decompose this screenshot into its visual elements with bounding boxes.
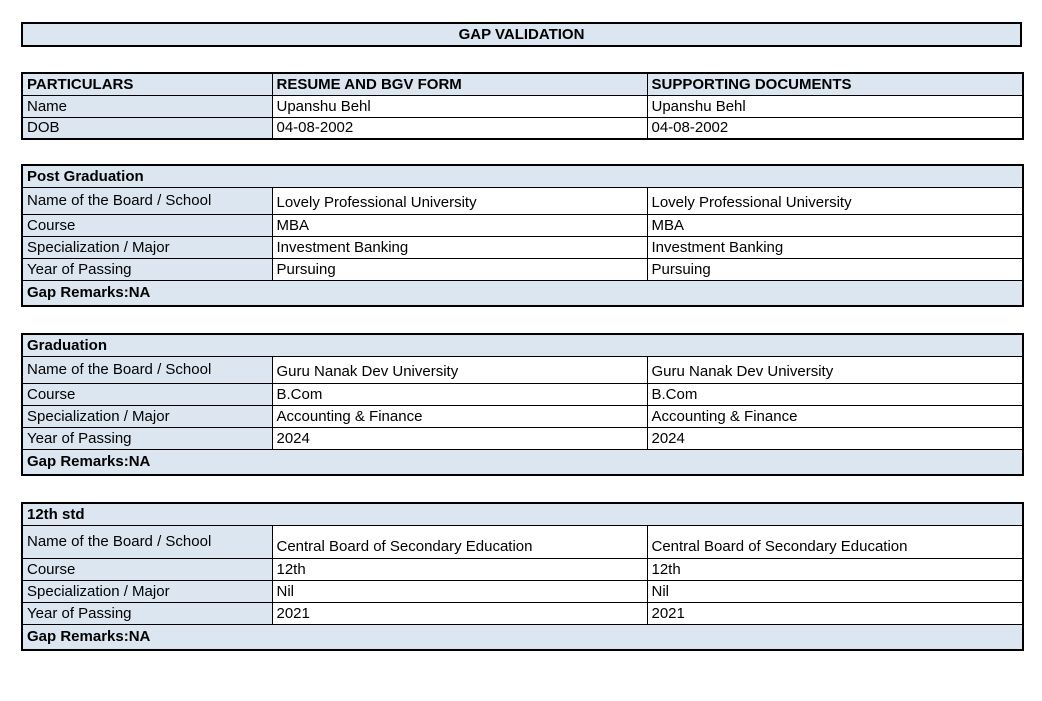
supporting-value: Lovely Professional University	[647, 187, 1023, 214]
gap-remarks-row	[22, 280, 1023, 306]
row-label: Course	[22, 214, 272, 236]
row-label: Name of the Board / School	[22, 187, 272, 214]
table-row-course	[22, 383, 1023, 405]
section-title: Graduation	[22, 334, 1023, 356]
table-row-dob	[22, 117, 1023, 139]
resume-value: Pursuing	[272, 258, 647, 280]
row-label: Name of the Board / School	[22, 356, 272, 383]
supporting-value: Pursuing	[647, 258, 1023, 280]
column-header-supporting-docs: SUPPORTING DOCUMENTS	[647, 73, 1023, 95]
supporting-value: 12th	[647, 558, 1023, 580]
page-title: GAP VALIDATION	[21, 22, 1022, 47]
row-label: Year of Passing	[22, 427, 272, 449]
table-row-specialization	[22, 405, 1023, 427]
table-row-board-school	[22, 187, 1023, 214]
section-title: Post Graduation	[22, 165, 1023, 187]
resume-value: MBA	[272, 214, 647, 236]
section-header-row	[22, 334, 1023, 356]
resume-value: Nil	[272, 580, 647, 602]
row-label: Year of Passing	[22, 602, 272, 624]
resume-value: Lovely Professional University	[272, 187, 647, 214]
supporting-value: Accounting & Finance	[647, 405, 1023, 427]
gap-remarks-row	[22, 449, 1023, 475]
table-row-specialization	[22, 580, 1023, 602]
resume-value: 2024	[272, 427, 647, 449]
section-title: 12th std	[22, 503, 1023, 525]
resume-value: 2021	[272, 602, 647, 624]
table-row-year-of-passing	[22, 602, 1023, 624]
resume-value: Central Board of Secondary Education	[272, 525, 647, 558]
column-header-particulars: PARTICULARS	[22, 73, 272, 95]
row-label: DOB	[22, 117, 272, 139]
table-row-course	[22, 558, 1023, 580]
particulars-header-row	[22, 73, 1023, 95]
resume-value: 04-08-2002	[272, 117, 647, 139]
resume-value: Guru Nanak Dev University	[272, 356, 647, 383]
row-label: Specialization / Major	[22, 580, 272, 602]
resume-value: Upanshu Behl	[272, 95, 647, 117]
row-label: Specialization / Major	[22, 236, 272, 258]
gap-remarks: Gap Remarks:NA	[22, 280, 1023, 306]
row-label: Name of the Board / School	[22, 525, 272, 558]
supporting-value: Central Board of Secondary Education	[647, 525, 1023, 558]
table-row-course	[22, 214, 1023, 236]
gap-remarks: Gap Remarks:NA	[22, 449, 1023, 475]
table-row-board-school	[22, 525, 1023, 558]
column-header-resume-bgv: RESUME AND BGV FORM	[272, 73, 647, 95]
gap-remarks: Gap Remarks:NA	[22, 624, 1023, 650]
supporting-value: Investment Banking	[647, 236, 1023, 258]
table-row-year-of-passing	[22, 258, 1023, 280]
supporting-value: MBA	[647, 214, 1023, 236]
supporting-value: B.Com	[647, 383, 1023, 405]
supporting-value: Guru Nanak Dev University	[647, 356, 1023, 383]
section-table-post-graduation	[21, 164, 1024, 307]
row-label: Name	[22, 95, 272, 117]
table-row-year-of-passing	[22, 427, 1023, 449]
particulars-table	[21, 72, 1024, 140]
row-label: Specialization / Major	[22, 405, 272, 427]
supporting-value: 04-08-2002	[647, 117, 1023, 139]
table-row-board-school	[22, 356, 1023, 383]
resume-value: 12th	[272, 558, 647, 580]
row-label: Year of Passing	[22, 258, 272, 280]
row-label: Course	[22, 558, 272, 580]
table-row-name	[22, 95, 1023, 117]
resume-value: Accounting & Finance	[272, 405, 647, 427]
gap-remarks-row	[22, 624, 1023, 650]
supporting-value: 2024	[647, 427, 1023, 449]
supporting-value: Upanshu Behl	[647, 95, 1023, 117]
supporting-value: Nil	[647, 580, 1023, 602]
section-header-row	[22, 165, 1023, 187]
section-table-12th-std	[21, 502, 1024, 651]
resume-value: B.Com	[272, 383, 647, 405]
section-table-graduation	[21, 333, 1024, 476]
resume-value: Investment Banking	[272, 236, 647, 258]
row-label: Course	[22, 383, 272, 405]
table-row-specialization	[22, 236, 1023, 258]
supporting-value: 2021	[647, 602, 1023, 624]
section-header-row	[22, 503, 1023, 525]
